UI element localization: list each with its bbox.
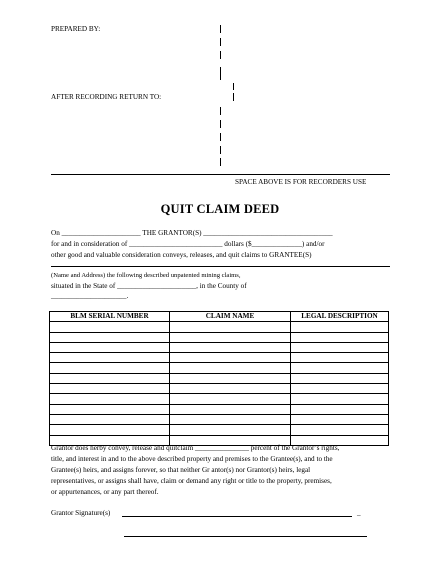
table-cell[interactable] [50, 373, 170, 383]
table-cell[interactable] [170, 353, 291, 363]
table-cell[interactable] [50, 332, 170, 342]
table-cell[interactable] [50, 322, 170, 332]
intro-line-consideration: for and in consideration of __________________________ dollars ($______________) and/or [51, 240, 325, 248]
table-cell[interactable] [170, 342, 291, 352]
table-cell[interactable] [50, 404, 170, 414]
table-row [50, 425, 389, 435]
vertical-marker [233, 93, 234, 101]
vertical-marker [220, 38, 221, 46]
vertical-marker [220, 133, 221, 141]
vertical-marker [220, 120, 221, 128]
table-cell[interactable] [170, 414, 291, 424]
table-cell[interactable] [50, 425, 170, 435]
grantor-signature-label: Grantor Signature(s) [51, 509, 111, 517]
recorder-space-divider [51, 174, 390, 175]
table-cell[interactable] [291, 384, 389, 394]
table-cell[interactable] [291, 353, 389, 363]
table-row [50, 384, 389, 394]
vertical-marker [220, 51, 221, 59]
table-cell[interactable] [291, 332, 389, 342]
conveyance-line-5: or appurtenances, or any part thereof. [51, 488, 159, 496]
table-row [50, 353, 389, 363]
table-row [50, 342, 389, 352]
table-cell[interactable] [50, 353, 170, 363]
column-header-legal-description: LEGAL DESCRIPTION [291, 312, 389, 322]
table-row [50, 332, 389, 342]
table-cell[interactable] [291, 394, 389, 404]
table-cell[interactable] [291, 322, 389, 332]
intro-line-conveys: other good and valuable consideration conveys, releases, and quit claims to GRANTEE(S) [51, 251, 312, 259]
table-cell[interactable] [170, 384, 291, 394]
table-cell[interactable] [170, 394, 291, 404]
table-cell[interactable] [170, 363, 291, 373]
vertical-marker [233, 83, 234, 90]
prepared-by-label: PREPARED BY: [51, 25, 101, 33]
table-cell[interactable] [50, 394, 170, 404]
table-cell[interactable] [170, 404, 291, 414]
table-header-row [50, 312, 389, 322]
table-cell[interactable] [170, 322, 291, 332]
grantee-line [51, 266, 390, 267]
conveyance-line-2: title, and interest in and to the above described property and premises to the Grantee(s), and to the [51, 455, 333, 463]
vertical-marker [220, 146, 221, 154]
table-row [50, 414, 389, 424]
claims-table [49, 311, 389, 446]
column-header-blm-serial: BLM SERIAL NUMBER [50, 312, 170, 322]
signature-trailing-mark: _ [357, 509, 361, 517]
table-row [50, 322, 389, 332]
intro-line-date-grantor: On ______________________ THE GRANTOR(S) ____________________________________ [51, 229, 333, 237]
table-row [50, 404, 389, 414]
vertical-marker [220, 107, 221, 115]
conveyance-line-1: Grantor does herby convey, release and quitclaim _______________ percent of the Grantor’s rights, [51, 444, 340, 452]
grantor-signature-line[interactable] [122, 516, 352, 517]
table-cell[interactable] [291, 373, 389, 383]
second-signature-line[interactable] [124, 536, 367, 537]
vertical-marker [220, 158, 221, 166]
table-cell[interactable] [50, 414, 170, 424]
table-cell[interactable] [291, 404, 389, 414]
vertical-marker [220, 25, 221, 33]
intro-line-state-county: situated in the State of ______________________, in the County of [51, 282, 247, 290]
intro-line-mining-claims: (Name and Address) the following described unpatented mining claims, [51, 272, 241, 279]
conveyance-line-4: representatives, or assigns shall have, claim or demand any right or title to the property, premises, [51, 477, 332, 485]
recorder-space-label: SPACE ABOVE IS FOR RECORDERS USE [235, 178, 367, 186]
table-cell[interactable] [170, 373, 291, 383]
table-cell[interactable] [291, 363, 389, 373]
table-row [50, 373, 389, 383]
document-title: QUIT CLAIM DEED [160, 202, 280, 216]
table-cell[interactable] [50, 363, 170, 373]
column-header-claim-name: CLAIM NAME [170, 312, 291, 322]
table-cell[interactable] [50, 384, 170, 394]
intro-line-county-blank: _____________________. [51, 292, 129, 300]
table-cell[interactable] [291, 342, 389, 352]
table-row [50, 363, 389, 373]
table-cell[interactable] [170, 425, 291, 435]
conveyance-line-3: Grantee(s) heirs, and assigns forever, so that neither Gr antor(s) nor Grantor(s) heirs, legal [51, 466, 311, 474]
after-recording-label: AFTER RECORDING RETURN TO: [51, 93, 162, 101]
vertical-marker [220, 67, 221, 80]
table-cell[interactable] [291, 414, 389, 424]
table-cell[interactable] [50, 342, 170, 352]
table-cell[interactable] [170, 332, 291, 342]
table-cell[interactable] [291, 425, 389, 435]
table-row [50, 394, 389, 404]
